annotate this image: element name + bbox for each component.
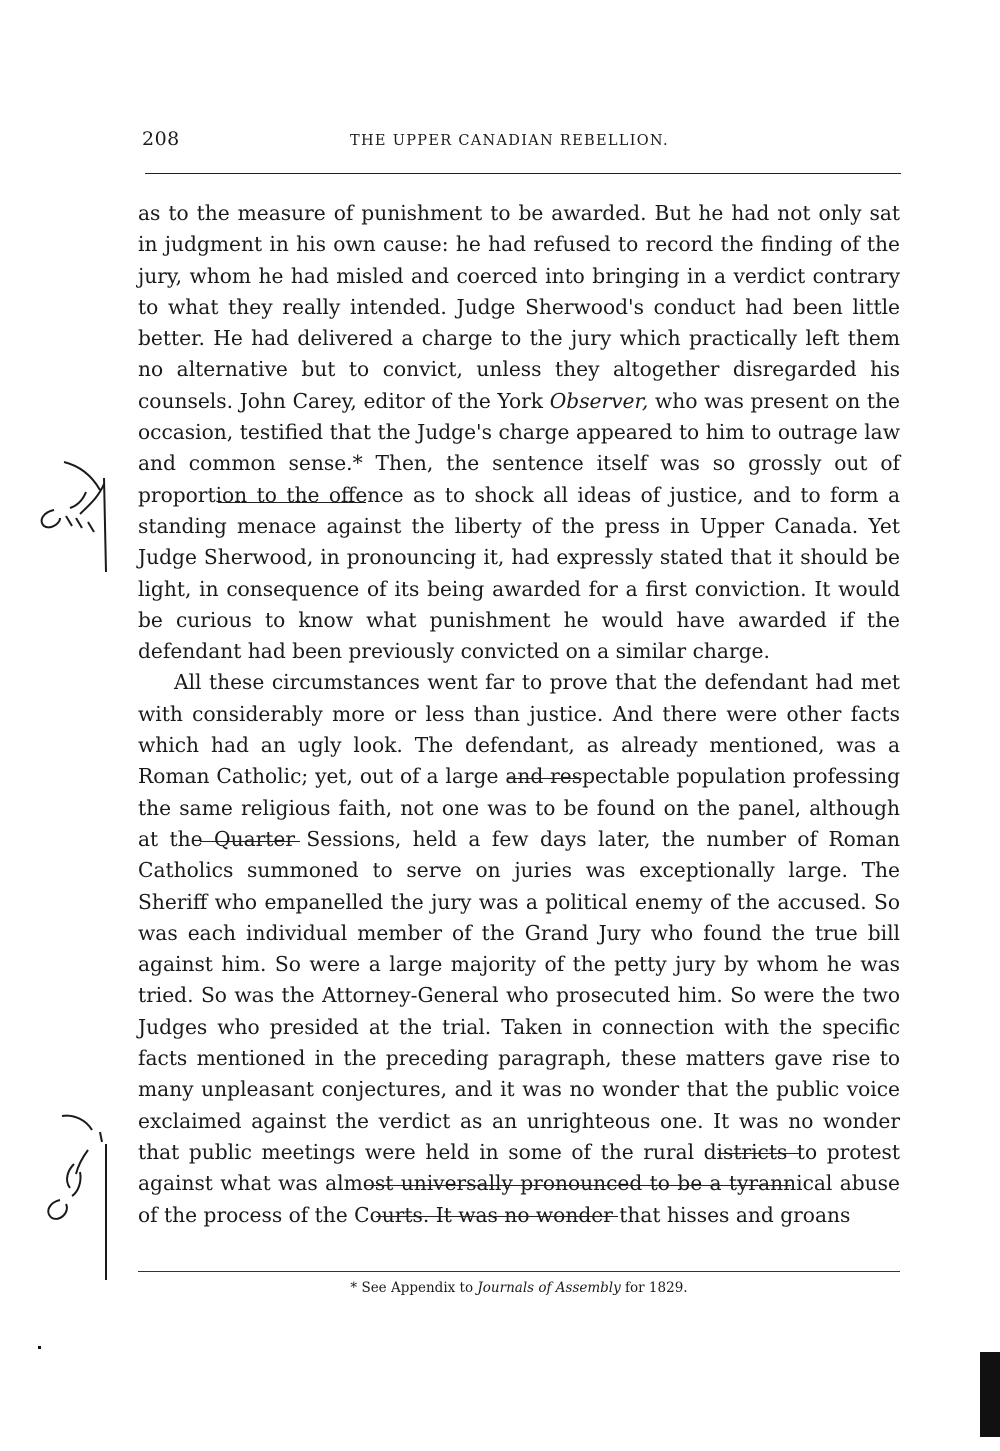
strike-mark xyxy=(200,841,300,842)
paragraph-2: All these circumstances went far to prove that the defendant had met with considerably more or less than justice. And there were other facts which had an ugly look. The defendant, as already mentioned, was a Roman Catholic; yet, out of a large and respectable population professing the same religious faith, not one was to be found on the panel, although at the Quarter Sessions, held a few days later, the number of Roman Catholics summoned to serve on juries was exceptionally large. The Sheriff who empanelled the jury was a political enemy of the accused. So was each individual member of the Grand Jury who found the true bill against him. So were a large majority of the petty jury by whom he was tried. So was the Attorney-General who prosecuted him. So were the two Judges who presided at the trial. Taken in connection with the specific facts mentioned in the preceding paragraph, these matters gave rise to many unpleasant conjectures, and it was no wonder that the public voice exclaimed against the verdict as an unrighteous one. It was no wonder that public meetings were held in some of the rural districts to protest against what was almost universally pronounced to be a tyrannical abuse of the process of the Courts. It was no wonder that hisses and groans xyxy=(138,670,900,1227)
strike-mark xyxy=(718,1153,800,1154)
strike-mark xyxy=(508,778,582,779)
strike-mark xyxy=(376,1216,618,1217)
footnote-title: Journals of Assembly xyxy=(477,1280,621,1296)
paragraph-1 xyxy=(138,198,900,667)
paragraph-1-text-b: who was present on the occasion, testified that the Judge's charge appeared to him to outrage law and common sense.* Then, the sentence itself was so grossly out of proportion to the offence as to shock all ideas of justice, and to form a standing menace against the liberty of the press in Upper Canada. Yet Judge Sherwood, in pronouncing it, had expressly stated that it should be light, in consequence of its being awarded for a first conviction. It would be curious to know what punishment he would have awarded if the defendant had been previously convicted on a similar charge. xyxy=(138,388,900,664)
scan-artifact-dot xyxy=(38,1346,41,1349)
margin-annotation-upper xyxy=(30,448,115,578)
strike-mark xyxy=(218,502,366,503)
margin-annotation-lower xyxy=(30,1108,115,1283)
page-number: 208 xyxy=(142,128,180,150)
header-rule xyxy=(145,173,901,174)
body-text xyxy=(138,198,900,1231)
footnote xyxy=(138,1280,900,1296)
running-header xyxy=(142,128,902,152)
scan-artifact-bar xyxy=(980,1352,1000,1437)
strike-mark xyxy=(366,1185,791,1186)
footnote-prefix: * See Appendix to xyxy=(350,1280,478,1296)
footnote-suffix: for 1829. xyxy=(620,1280,688,1296)
running-title: THE UPPER CANADIAN REBELLION. xyxy=(350,133,669,149)
footnote-rule xyxy=(138,1271,900,1272)
paragraph-1-text: as to the measure of punishment to be awarded. But he had not only sat in judgment in his own cause: he had refused to record the finding of the jury, whom he had misled and coerced into bringing in a verdict contrary to what they really intended. Judge Sherwood's conduct had been little better. He had delivered a charge to the jury which practically left them no alternative but to convict, unless they altogether disregarded his counsels. John Carey, editor of the York xyxy=(138,201,900,413)
paragraph-1-italic: Observer, xyxy=(549,388,649,413)
